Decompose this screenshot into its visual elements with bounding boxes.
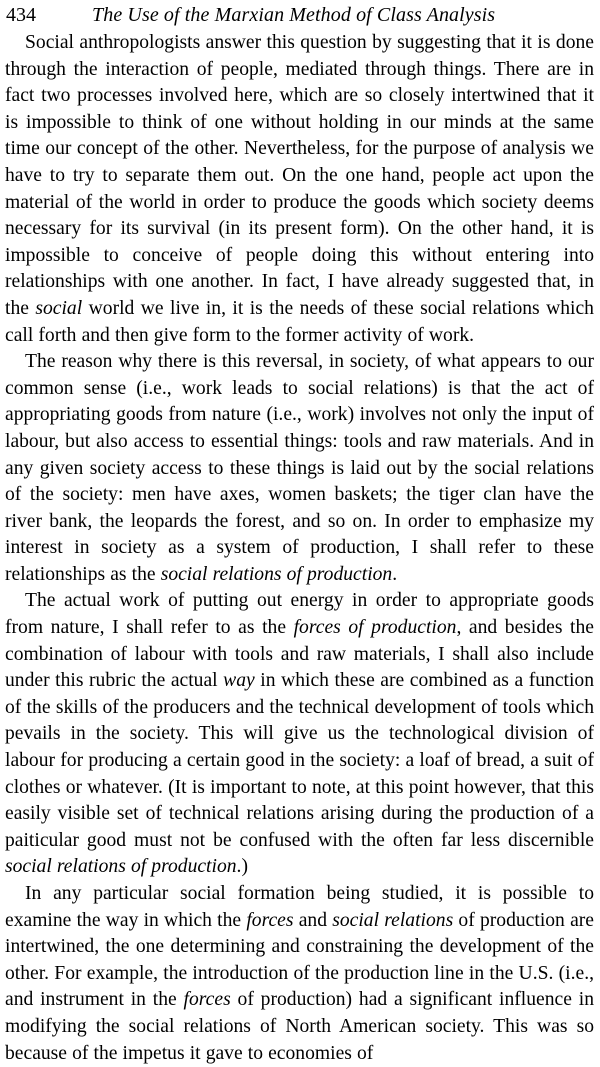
text-run: .) xyxy=(236,856,248,878)
italic-text: social relations of production xyxy=(160,563,393,585)
italic-text: forces xyxy=(183,989,231,1011)
italic-text: social xyxy=(35,297,83,319)
italic-text: forces xyxy=(246,909,294,931)
text-run: world we live in, it is the needs of these social relations which call forth and then give form to the former activity of work. xyxy=(5,297,594,346)
paragraph xyxy=(5,881,594,1067)
page-number: 434 xyxy=(6,4,36,26)
text-run: The reason why there is this reversal, in society, of what appears to our common sense (i.e., work leads to social relations) is that the act of appropriating goods from nature (i.e., work) involves not only the input of labour, but also access to essential things: tools and raw materials. And in any given society access to these things is laid out by the social relations of the society: men have axes, women baskets; the tiger clan have the river bank, the leopards the forest, and so on. In order to emphasize my interest in society as a system of production, I shall refer to these relationships as the xyxy=(5,351,594,585)
paragraph xyxy=(5,349,594,588)
text-run: and xyxy=(293,909,333,931)
running-head: The Use of the Marxian Method of Class Analysis xyxy=(92,4,496,26)
text-run: Social anthropologists answer this question by suggesting that it is done through the interaction of people, mediated through things. There are in fact two processes involved here, which are so closely intertwined that it is impossible to think of one without holding in our minds at the same time our concept of the other. Nevertheless, for the purpose of analysis we have to try to separate them out. On the one hand, people act upon the material of the world in order to produce the goods which society deems necessary for its survival (in its present form). On the other hand, it is impossible to conceive of people doing this without entering into relationships with one another. In fact, I have already suggested that, in the xyxy=(5,32,594,319)
text-run: The actual work of putting out energy in order to appropriate goods from nature, I shall refer to as the xyxy=(5,590,594,639)
text-run: of production are intertwined, the one determining and constraining the development of the other. For example, the introduction of the production line in the U.S. (i.e., and instrument in the xyxy=(5,909,594,1011)
italic-text: forces of production xyxy=(293,617,457,639)
paragraph xyxy=(5,30,594,349)
text-run: . xyxy=(392,563,398,585)
italic-text: social relations of production xyxy=(5,856,237,878)
italic-text: way xyxy=(223,670,255,692)
paragraph xyxy=(5,588,594,881)
page-header xyxy=(5,0,594,30)
text-run: in which these are combined as a function of the skills of the producers and the technical development of tools which pevails in the society. This will give us the technological division of labour for producing a certain good in the society: a loaf of bread, a suit of clothes or whatever. (It is important to note, at this point however, that this easily visible set of technical relations arising during the production of a paiticular good must not be confused with the often far less discernible xyxy=(5,670,595,851)
body-text xyxy=(5,30,594,1067)
text-run: of production) had a significant influence in modifying the social relations of North American society. This was so because of the impetus it gave to economies of xyxy=(5,989,594,1064)
text-run: In any particular social formation being studied, it is possible to examine the way in which the xyxy=(5,883,594,931)
text-run: , and besides the combination of labour with tools and raw materials, I shall also include under this rubric the actual xyxy=(5,617,594,692)
italic-text: social relations xyxy=(332,909,454,931)
